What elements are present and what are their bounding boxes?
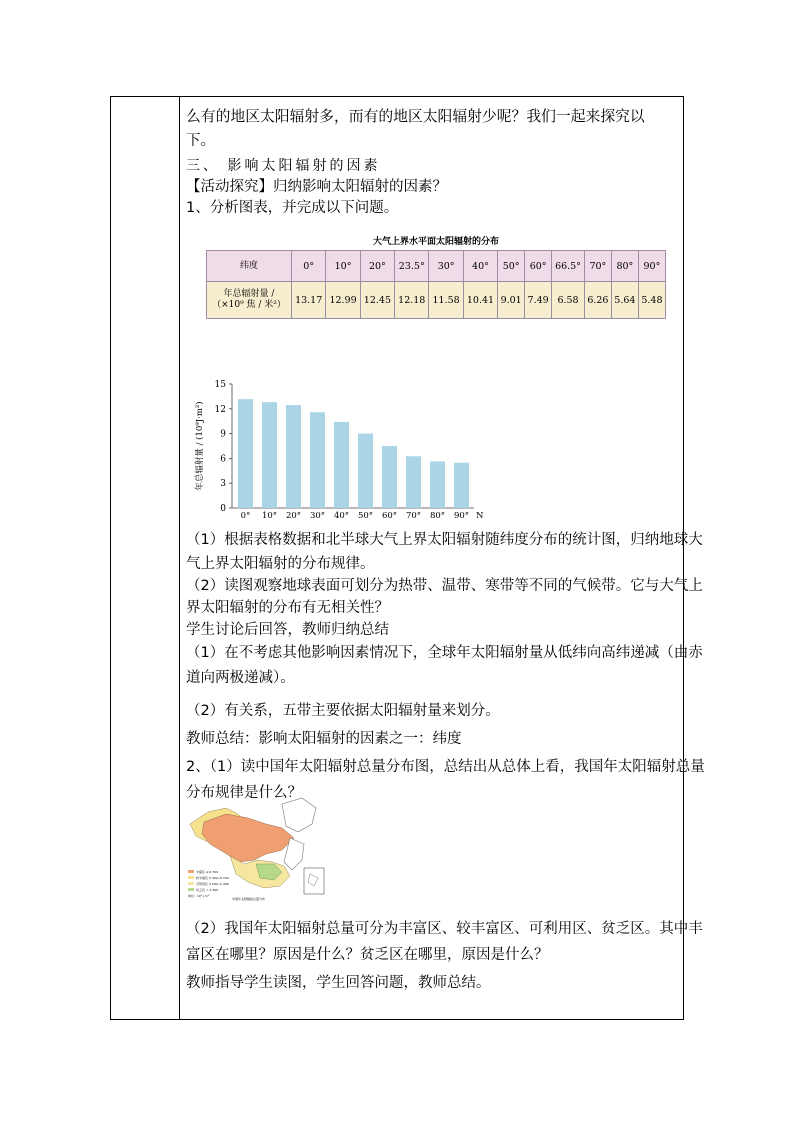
table-cell: 12.99 — [326, 282, 360, 319]
radiation-bar-chart — [188, 378, 488, 518]
question-block — [186, 528, 705, 805]
text-line: （2）我国年太阳辐射总量可分为丰富区、较丰富区、可利用区、贫乏区。其中丰 — [186, 921, 703, 937]
bar — [262, 402, 277, 508]
text-line: 教师指导学生读图，学生回答问题，教师总结。 — [186, 975, 491, 991]
closing-block — [186, 916, 703, 998]
x-tick-label: 60° — [381, 511, 398, 518]
bar — [382, 446, 397, 508]
y-tick-label: 0 — [220, 504, 226, 514]
table-cell: 30° — [429, 251, 463, 282]
activity-heading: 【活动探究】归纳影响太阳辐射的因素？ — [186, 179, 447, 195]
row-head-radiation — [207, 282, 292, 319]
bar — [310, 412, 325, 508]
legend-item: 丰富区 ≥ 6 700 — [196, 870, 219, 874]
table-cell: 7.49 — [525, 282, 552, 319]
legend-item: 较丰富区 5 400~6 700 — [196, 876, 229, 880]
task-heading: 1、分析图表，并完成以下问题。 — [186, 200, 399, 216]
text-line: 界太阳辐射的分布有无相关性？ — [186, 600, 389, 616]
text-line: 分布规律是什么？ — [186, 785, 302, 801]
lesson-content — [186, 104, 680, 218]
table-cell: 5.48 — [638, 282, 665, 319]
text-line: 气上界太阳辐射的分布规律。 — [186, 556, 375, 572]
bar — [454, 463, 469, 508]
legend-unit: 单位：10⁶ J·m² — [188, 894, 209, 898]
x-tick-label: 0° — [240, 511, 251, 518]
table-cell: 66.5° — [552, 251, 585, 282]
x-tick-label: 10° — [261, 511, 278, 518]
y-axis-label: 年总辐射量 / (10⁹J·m²) — [195, 401, 205, 491]
table-row — [207, 251, 666, 282]
bar — [358, 434, 373, 508]
x-tick-label: 70° — [405, 511, 422, 518]
south-china-sea-inset — [304, 868, 324, 894]
bar — [334, 422, 349, 508]
text-line: 下。 — [186, 133, 215, 149]
table-title: 大气上界水平面太阳辐射的分布 — [372, 237, 499, 247]
table-row — [207, 282, 666, 319]
map-region-very-rich — [202, 814, 294, 862]
radiation-table — [206, 250, 666, 319]
y-tick-label: 12 — [214, 404, 226, 415]
x-tick-label: 30° — [309, 511, 326, 518]
text-line: 教师总结：影响太阳辐射的因素之一：纬度 — [186, 731, 462, 747]
row-head-latitude: 纬度 — [207, 251, 292, 282]
table-cell: 12.18 — [395, 282, 429, 319]
y-tick-label: 9 — [220, 429, 226, 440]
table-cell: 70° — [584, 251, 611, 282]
china-radiation-map — [186, 794, 332, 902]
table-cell: 9.01 — [498, 282, 525, 319]
table-cell: 10° — [326, 251, 360, 282]
y-tick-label: 15 — [214, 380, 226, 390]
legend-item: 可利用区 4 200~5 400 — [196, 882, 229, 886]
bar — [430, 461, 445, 508]
table-cell: 12.45 — [360, 282, 394, 319]
text-line: （2）读图观察地球表面可划分为热带、温带、寒带等不同的气候带。它与大气上 — [186, 578, 703, 594]
x-tick-label: 90° — [453, 511, 470, 518]
table-cell: 5.64 — [611, 282, 638, 319]
x-tick-label: 40° — [333, 511, 350, 518]
table-cell: 80° — [611, 251, 638, 282]
x-axis-end-label: N — [476, 511, 484, 518]
text-line: 富区在哪里？原因是什么？贫乏区在哪里，原因是什么？ — [186, 947, 549, 963]
table-cell: 23.5° — [395, 251, 429, 282]
table-cell: 11.58 — [429, 282, 463, 319]
row-head-line: 年总辐射量 / — [223, 289, 275, 299]
text-line: （1）在不考虑其他影响因素情况下，全球年太阳辐射量从低纬向高纬递减（由赤 — [186, 645, 703, 661]
table-cell: 20° — [360, 251, 394, 282]
x-tick-label: 80° — [429, 511, 446, 518]
x-tick-label: 50° — [357, 511, 374, 518]
table-cell: 60° — [525, 251, 552, 282]
text-line: 么有的地区太阳辐射多，而有的地区太阳辐射少呢？我们一起来探究以 — [186, 108, 645, 125]
bar — [238, 399, 253, 508]
table-cell: 0° — [292, 251, 326, 282]
bar — [406, 456, 421, 508]
y-tick-label: 3 — [220, 479, 226, 490]
bar — [286, 405, 301, 508]
radiation-table-figure — [200, 234, 672, 319]
table-cell: 6.26 — [584, 282, 611, 319]
legend-item: 贫乏区 < 4 200 — [196, 888, 219, 892]
table-cell: 10.41 — [463, 282, 497, 319]
table-cell: 90° — [638, 251, 665, 282]
table-cell: 13.17 — [292, 282, 326, 319]
x-tick-label: 20° — [285, 511, 302, 518]
y-tick-label: 6 — [220, 454, 226, 465]
row-head-line: （×10⁹ 焦 / 米²） — [212, 300, 286, 310]
table-cell: 40° — [463, 251, 497, 282]
table-cell: 6.58 — [552, 282, 585, 319]
map-caption: 中国年太阳辐射总量分布 — [232, 897, 266, 901]
table-cell: 50° — [498, 251, 525, 282]
text-line: （1）根据表格数据和北半球大气上界太阳辐射随纬度分布的统计图，归纳地球大 — [186, 532, 703, 548]
map-northeast — [282, 798, 316, 832]
column-divider — [179, 97, 180, 1019]
text-line: 学生讨论后回答，教师归纳总结 — [186, 622, 389, 638]
text-line: （2）有关系，五带主要依据太阳辐射量来划分。 — [186, 703, 500, 719]
section-heading: 三、 影响太阳辐射的因素 — [186, 158, 381, 174]
text-line: 道向两极递减）。 — [186, 670, 295, 686]
text-line: 2、（1）读中国年太阳辐射总量分布图，总结出从总体上看，我国年太阳辐射总量 — [186, 759, 705, 775]
